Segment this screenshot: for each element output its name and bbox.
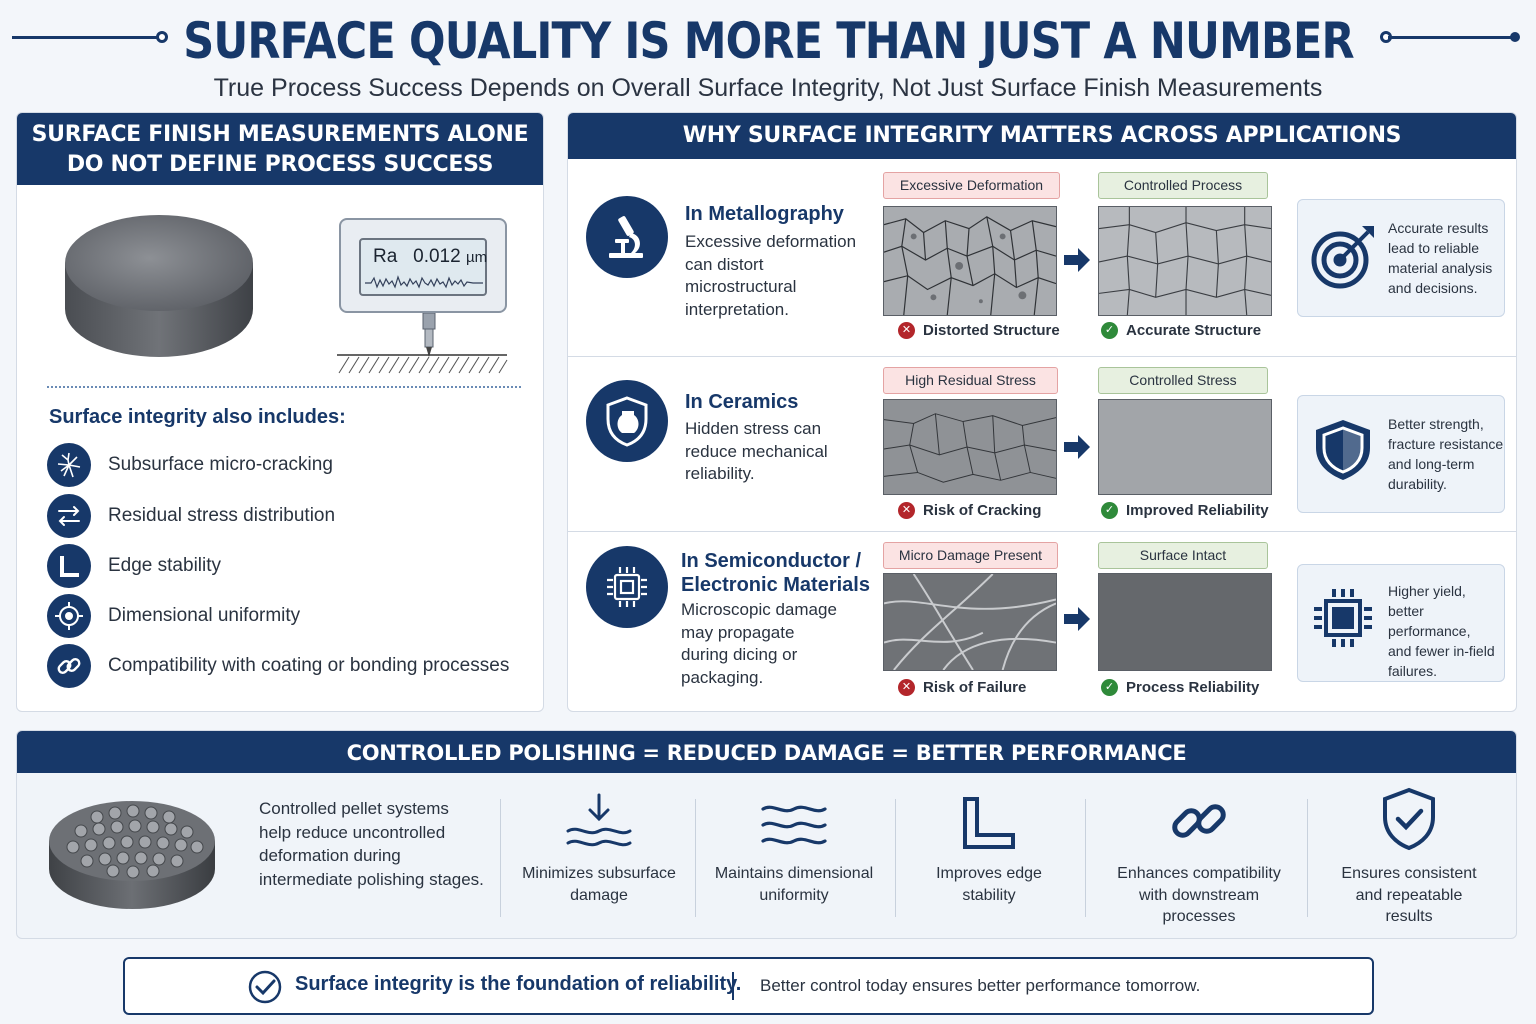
gauge-trace-icon xyxy=(365,274,483,292)
list-item-edge-stability xyxy=(47,544,221,588)
surface-arrow-icon xyxy=(509,783,689,851)
microscope-icon xyxy=(586,196,668,278)
check-icon: ✓ xyxy=(1101,679,1118,696)
list-item-label: Compatibility with coating or bonding processes xyxy=(108,655,510,676)
stressed-ceramic-micrograph xyxy=(883,399,1057,495)
micro-damage-image xyxy=(883,573,1057,671)
polishing-panel xyxy=(16,730,1517,939)
bad-verdict: ✕ Risk of Failure xyxy=(898,679,1026,696)
gauge-value: 0.012 xyxy=(413,246,461,267)
intact-surface-image xyxy=(1098,573,1272,671)
benefit-dimensional-uniformity: Maintains dimensional uniformity xyxy=(704,783,884,906)
shield-check-icon xyxy=(1319,783,1499,851)
pellet-description: Controlled pellet systems help reduce uncontrolled deformation during intermediate polishing stages. xyxy=(259,799,484,889)
stress-controlled-ceramic-image xyxy=(1098,399,1272,495)
bad-condition-tag: Micro Damage Present xyxy=(883,542,1058,569)
controlled-grain-micrograph xyxy=(1098,206,1272,316)
vase-shield-icon xyxy=(586,380,668,462)
column-separator xyxy=(1085,799,1086,917)
list-item-dimensional-uniformity xyxy=(47,594,300,638)
benefit-edge-stability: Improves edge stability xyxy=(899,783,1079,906)
benefit-text: Higher yield, better performance, and fewer in-field failures. xyxy=(1388,583,1495,679)
applications-panel-heading: WHY SURFACE INTEGRITY MATTERS ACROSS APPLICATIONS xyxy=(568,113,1516,159)
crack-icon xyxy=(47,443,91,487)
shield-icon xyxy=(1310,416,1376,482)
column-separator xyxy=(1307,799,1308,917)
footer-statement: Surface integrity is the foundation of reliability. xyxy=(295,973,742,995)
benefit-subsurface-damage: Minimizes subsurface damage xyxy=(509,783,689,906)
stylus-probe-icon xyxy=(337,313,509,375)
bad-verdict: ✕ Distorted Structure xyxy=(898,322,1060,339)
measurement-panel-heading xyxy=(17,113,543,185)
edge-icon xyxy=(47,544,91,588)
page-header xyxy=(0,10,1536,72)
page-title: SURFACE QUALITY IS MORE THAN JUST A NUMBER xyxy=(182,12,1354,70)
title-rule-right xyxy=(1388,36,1518,39)
deformed-grain-micrograph xyxy=(883,206,1057,316)
gauge-param: Ra xyxy=(373,246,398,267)
benefit-card xyxy=(1297,564,1505,682)
roughness-gauge xyxy=(339,218,507,313)
list-item-residual-stress xyxy=(47,494,335,538)
list-item-coating-compatibility xyxy=(47,644,509,688)
link-icon xyxy=(47,644,91,688)
list-item-micro-cracking xyxy=(47,443,333,487)
x-icon: ✕ xyxy=(898,322,915,339)
column-separator xyxy=(895,799,896,917)
target-icon xyxy=(1310,224,1376,290)
list-item-label: Edge stability xyxy=(108,555,222,576)
good-verdict: ✓ Improved Reliability xyxy=(1101,502,1269,519)
applications-panel xyxy=(567,112,1517,712)
target-crosshair-icon xyxy=(47,594,91,638)
list-item-label: Residual stress distribution xyxy=(108,505,336,526)
chip-icon xyxy=(1310,585,1376,651)
chip-icon xyxy=(586,546,668,628)
list-item-label: Subsurface micro-cracking xyxy=(108,454,333,475)
check-circle-icon xyxy=(247,969,283,1005)
benefit-text: Accurate results lead to reliable material analysis and decisions. xyxy=(1388,220,1493,296)
footer-tagline: Better control today ensures better performance tomorrow. xyxy=(760,976,1201,995)
bad-verdict: ✕ Risk of Cracking xyxy=(898,502,1041,519)
row-title: In Metallography xyxy=(685,203,844,225)
good-verdict: ✓ Process Reliability xyxy=(1101,679,1259,696)
good-condition-tag: Surface Intact xyxy=(1098,542,1268,569)
polishing-panel-heading: CONTROLLED POLISHING = REDUCED DAMAGE = BETTER PERFORMANCE xyxy=(17,731,1516,773)
row-description: Microscopic damage may propagate during dicing or packaging. xyxy=(681,600,837,687)
title-rule-end-dot xyxy=(1510,32,1520,42)
row-metallography xyxy=(568,159,1516,357)
arrow-right-icon xyxy=(1062,604,1092,634)
good-condition-tag: Controlled Stress xyxy=(1098,367,1268,394)
pellet-system-image xyxy=(47,785,217,911)
title-rule-dot-left xyxy=(156,31,168,43)
row-description: Hidden stress can reduce mechanical reliability. xyxy=(685,419,828,483)
stress-arrows-icon xyxy=(47,494,91,538)
benefit-card xyxy=(1297,199,1505,317)
column-separator xyxy=(500,799,501,917)
link-icon xyxy=(1099,783,1299,851)
arrow-right-icon xyxy=(1062,245,1092,275)
measurement-panel xyxy=(16,112,544,712)
heading-line-2: DO NOT DEFINE PROCESS SUCCESS xyxy=(66,152,494,177)
list-item-label: Dimensional uniformity xyxy=(108,605,301,626)
benefit-text: Better strength, fracture resistance and long-term durability. xyxy=(1388,416,1504,492)
check-icon: ✓ xyxy=(1101,502,1118,519)
includes-heading: Surface integrity also includes: xyxy=(49,406,346,428)
edge-icon xyxy=(899,783,1079,851)
gauge-screen xyxy=(359,238,487,296)
bad-condition-tag: Excessive Deformation xyxy=(883,172,1060,199)
check-icon: ✓ xyxy=(1101,322,1118,339)
waves-icon xyxy=(704,783,884,851)
benefit-downstream-compatibility: Enhances compatibility with downstream processes xyxy=(1099,783,1299,928)
footer-banner xyxy=(123,957,1374,1015)
row-description: Excessive deformation can distort microstructural interpretation. xyxy=(685,232,857,319)
row-title: In Ceramics xyxy=(685,391,799,413)
x-icon: ✕ xyxy=(898,502,915,519)
good-condition-tag: Controlled Process xyxy=(1098,172,1268,199)
good-verdict: ✓ Accurate Structure xyxy=(1101,322,1261,339)
gauge-unit: µm xyxy=(465,249,488,266)
bad-condition-tag: High Residual Stress xyxy=(883,367,1058,394)
sample-disk-image xyxy=(63,213,255,361)
benefit-card xyxy=(1297,395,1505,513)
page-subtitle: True Process Success Depends on Overall Surface Integrity, Not Just Surface Finish Measurements xyxy=(213,74,1323,102)
section-divider xyxy=(47,386,521,388)
column-separator xyxy=(695,799,696,917)
arrow-right-icon xyxy=(1062,432,1092,462)
benefit-consistent-results: Ensures consistent and repeatable results xyxy=(1319,783,1499,928)
row-ceramics xyxy=(568,357,1516,531)
x-icon: ✕ xyxy=(898,679,915,696)
title-rule-left xyxy=(12,36,162,39)
row-semiconductor xyxy=(568,532,1516,712)
heading-line-1: SURFACE FINISH MEASUREMENTS ALONE xyxy=(31,122,529,147)
footer-divider xyxy=(732,972,734,1000)
row-title: In Semiconductor / Electronic Materials xyxy=(681,550,870,596)
